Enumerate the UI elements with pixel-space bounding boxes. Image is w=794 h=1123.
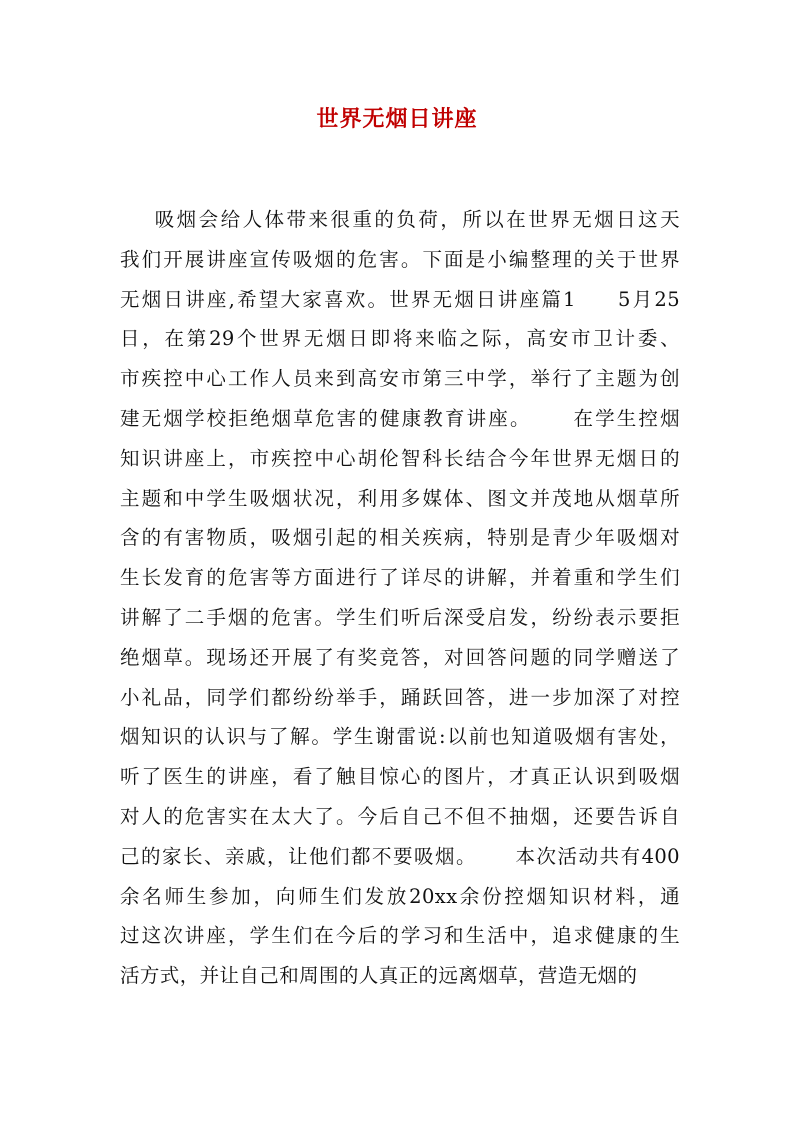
body-line: 听了医生的讲座，看了触目惊心的图片，才真正认识到吸烟 — [120, 765, 680, 789]
body-line: 烟知识的认识与了解。学生谢雷说:以前也知道吸烟有害处， — [120, 725, 680, 749]
body-line: 含的有害物质，吸烟引起的相关疾病，特别是青少年吸烟对 — [120, 526, 680, 550]
body-line: 对人的危害实在太大了。今后自己不但不抽烟，还要告诉自 — [120, 804, 680, 828]
body-line: 过这次讲座，学生们在今后的学习和生活中，追求健康的生 — [120, 924, 680, 948]
body-line: 主题和中学生吸烟状况，利用多媒体、图文并茂地从烟草所 — [120, 486, 680, 510]
body-line: 余名师生参加，向师生们发放20xx余份控烟知识材料，通 — [120, 884, 680, 908]
body-line: 日，在第29个世界无烟日即将来临之际，高安市卫计委、 — [120, 327, 680, 351]
body-line: 生长发育的危害等方面进行了详尽的讲解，并着重和学生们 — [120, 566, 680, 590]
body-line: 绝烟草。现场还开展了有奖竞答，对回答问题的同学赠送了 — [120, 645, 680, 669]
body-line: 知识讲座上，市疾控中心胡伦智科长结合今年世界无烟日的 — [120, 446, 680, 470]
body-line: 活方式，并让自己和周围的人真正的远离烟草，营造无烟的 — [120, 964, 638, 988]
body-line: 无烟日讲座,希望大家喜欢。世界无烟日讲座篇1 5月25 — [120, 287, 680, 311]
body-line: 讲解了二手烟的危害。学生们听后深受启发，纷纷表示要拒 — [120, 605, 680, 629]
document-body — [120, 205, 680, 1001]
body-line: 己的家长、亲戚，让他们都不要吸烟。 本次活动共有400 — [120, 844, 680, 868]
body-line: 建无烟学校拒绝烟草危害的健康教育讲座。 在学生控烟 — [120, 406, 680, 430]
body-line: 小礼品，同学们都纷纷举手，踊跃回答，进一步加深了对控 — [120, 685, 680, 709]
body-line: 市疾控中心工作人员来到高安市第三中学，举行了主题为创 — [120, 367, 680, 391]
document-title: 世界无烟日讲座 — [316, 106, 478, 132]
body-line: 吸烟会给人体带来很重的负荷，所以在世界无烟日这天 — [120, 208, 680, 231]
body-line: 我们开展讲座宣传吸烟的危害。下面是小编整理的关于世界 — [120, 247, 680, 271]
